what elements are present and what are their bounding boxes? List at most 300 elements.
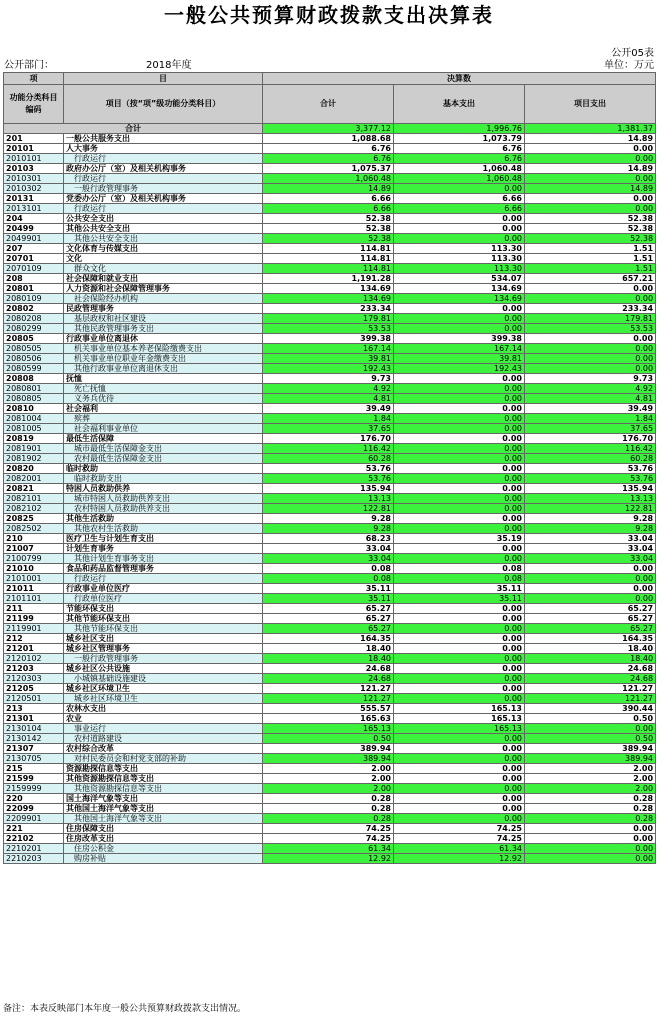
row-code: 2081901 <box>4 444 64 454</box>
row-basic: 113.30 <box>394 254 525 264</box>
row-total: 389.94 <box>263 754 394 764</box>
table-row <box>4 644 656 654</box>
row-code: 2209901 <box>4 814 64 824</box>
header-row-2 <box>4 85 656 124</box>
row-code: 20808 <box>4 374 64 384</box>
table-row <box>4 594 656 604</box>
table-row <box>4 694 656 704</box>
row-basic: 0.00 <box>394 444 525 454</box>
table-row <box>4 764 656 774</box>
table-row <box>4 414 656 424</box>
table-row <box>4 794 656 804</box>
row-name: 社会保险经办机构 <box>64 294 263 304</box>
row-code: 2120102 <box>4 654 64 664</box>
row-code: 21199 <box>4 614 64 624</box>
row-basic: 74.25 <box>394 834 525 844</box>
row-code: 20101 <box>4 144 64 154</box>
table-row <box>4 374 656 384</box>
row-basic: 0.00 <box>394 454 525 464</box>
row-name: 国土海洋气象等支出 <box>64 794 263 804</box>
row-project: 0.28 <box>525 804 656 814</box>
row-project: 0.00 <box>525 844 656 854</box>
row-code: 2010101 <box>4 154 64 164</box>
row-basic: 0.00 <box>394 734 525 744</box>
row-project: 0.00 <box>525 574 656 584</box>
row-basic: 0.08 <box>394 574 525 584</box>
row-basic: 6.66 <box>394 194 525 204</box>
row-total: 122.81 <box>263 504 394 514</box>
row-project: 14.89 <box>525 184 656 194</box>
row-basic: 0.00 <box>394 624 525 634</box>
row-basic: 0.00 <box>394 234 525 244</box>
row-total: 39.81 <box>263 354 394 364</box>
row-name: 城乡社区环境卫生 <box>64 694 263 704</box>
row-basic: 0.00 <box>394 614 525 624</box>
row-total: 33.04 <box>263 544 394 554</box>
row-total: 134.69 <box>263 294 394 304</box>
header-total: 合计 <box>263 85 394 124</box>
row-name: 城乡社区管理事务 <box>64 644 263 654</box>
row-total: 53.76 <box>263 474 394 484</box>
row-code: 2013101 <box>4 204 64 214</box>
row-project: 2.00 <box>525 774 656 784</box>
row-project: 1.84 <box>525 414 656 424</box>
row-project: 179.81 <box>525 314 656 324</box>
row-code: 21599 <box>4 774 64 784</box>
row-name: 行政运行 <box>64 174 263 184</box>
row-name: 对村民委员会和村党支部的补助 <box>64 754 263 764</box>
table-row <box>4 804 656 814</box>
row-code: 21203 <box>4 664 64 674</box>
row-code: 204 <box>4 214 64 224</box>
row-code: 2080109 <box>4 294 64 304</box>
row-name: 农村最低生活保障金支出 <box>64 454 263 464</box>
row-total: 18.40 <box>263 644 394 654</box>
row-total: 1,075.37 <box>263 164 394 174</box>
row-name: 临时救助 <box>64 464 263 474</box>
row-basic: 1,060.48 <box>394 164 525 174</box>
form-number: 公开05表 <box>611 48 654 59</box>
row-basic: 167.14 <box>394 344 525 354</box>
row-total: 134.69 <box>263 284 394 294</box>
row-project: 0.00 <box>525 364 656 374</box>
row-project: 389.94 <box>525 744 656 754</box>
row-basic: 0.00 <box>394 654 525 664</box>
row-name: 城乡社区环境卫生 <box>64 684 263 694</box>
row-total: 65.27 <box>263 624 394 634</box>
row-code: 2082102 <box>4 504 64 514</box>
row-total: 114.81 <box>263 244 394 254</box>
row-name: 殡葬 <box>64 414 263 424</box>
total-total: 3,377.12 <box>263 124 394 134</box>
row-basic: 0.00 <box>394 494 525 504</box>
header-project: 项目支出 <box>525 85 656 124</box>
dept-label: 公开部门： <box>4 60 54 71</box>
row-basic: 113.30 <box>394 244 525 254</box>
row-basic: 0.00 <box>394 634 525 644</box>
row-project: 9.73 <box>525 374 656 384</box>
row-code: 21201 <box>4 644 64 654</box>
row-code: 22102 <box>4 834 64 844</box>
row-project: 33.04 <box>525 544 656 554</box>
row-basic: 0.00 <box>394 604 525 614</box>
row-project: 24.68 <box>525 674 656 684</box>
row-total: 167.14 <box>263 344 394 354</box>
row-code: 2210203 <box>4 854 64 864</box>
table-row <box>4 564 656 574</box>
row-project: 0.50 <box>525 714 656 724</box>
row-name: 文化体育与传媒支出 <box>64 244 263 254</box>
row-basic: 134.69 <box>394 294 525 304</box>
row-total: 53.76 <box>263 464 394 474</box>
row-project: 1.51 <box>525 254 656 264</box>
row-code: 208 <box>4 274 64 284</box>
table-row <box>4 344 656 354</box>
row-name: 农业 <box>64 714 263 724</box>
row-code: 2120303 <box>4 674 64 684</box>
row-total: 0.08 <box>263 564 394 574</box>
row-project: 0.00 <box>525 564 656 574</box>
row-basic: 0.00 <box>394 544 525 554</box>
row-code: 20820 <box>4 464 64 474</box>
row-total: 6.76 <box>263 144 394 154</box>
row-code: 21205 <box>4 684 64 694</box>
row-code: 20825 <box>4 514 64 524</box>
row-total: 4.92 <box>263 384 394 394</box>
row-basic: 0.00 <box>394 684 525 694</box>
row-name: 农村特困人员救助供养支出 <box>64 504 263 514</box>
table-row <box>4 184 656 194</box>
row-total: 121.27 <box>263 684 394 694</box>
table-row <box>4 744 656 754</box>
row-code: 20801 <box>4 284 64 294</box>
row-name: 食品和药品监督管理事务 <box>64 564 263 574</box>
table-row <box>4 524 656 534</box>
table-row <box>4 404 656 414</box>
table-row <box>4 164 656 174</box>
row-basic: 0.00 <box>394 224 525 234</box>
row-code: 2130104 <box>4 724 64 734</box>
row-basic: 0.00 <box>394 324 525 334</box>
row-code: 20131 <box>4 194 64 204</box>
row-name: 其他农村生活救助 <box>64 524 263 534</box>
row-code: 20805 <box>4 334 64 344</box>
row-name: 一般公共服务支出 <box>64 134 263 144</box>
expenditure-table <box>3 72 656 864</box>
row-name: 行政运行 <box>64 154 263 164</box>
table-row <box>4 234 656 244</box>
row-total: 1,060.48 <box>263 174 394 184</box>
row-project: 0.00 <box>525 194 656 204</box>
total-row <box>4 124 656 134</box>
row-name: 公共安全支出 <box>64 214 263 224</box>
row-project: 52.38 <box>525 234 656 244</box>
row-total: 18.40 <box>263 654 394 664</box>
row-code: 2070109 <box>4 264 64 274</box>
row-total: 0.28 <box>263 794 394 804</box>
row-name: 资源勘探信息等支出 <box>64 764 263 774</box>
row-basic: 134.69 <box>394 284 525 294</box>
row-total: 176.70 <box>263 434 394 444</box>
row-project: 39.49 <box>525 404 656 414</box>
table-row <box>4 294 656 304</box>
row-basic: 0.00 <box>394 304 525 314</box>
row-basic: 0.00 <box>394 764 525 774</box>
row-code: 2082101 <box>4 494 64 504</box>
row-basic: 0.00 <box>394 784 525 794</box>
table-row <box>4 494 656 504</box>
row-name: 群众文化 <box>64 264 263 274</box>
row-project: 0.00 <box>525 284 656 294</box>
table-row <box>4 554 656 564</box>
row-total: 35.11 <box>263 594 394 604</box>
table-row <box>4 434 656 444</box>
row-project: 24.68 <box>525 664 656 674</box>
row-basic: 0.00 <box>394 464 525 474</box>
row-project: 0.00 <box>525 854 656 864</box>
table-row <box>4 304 656 314</box>
row-project: 2.00 <box>525 784 656 794</box>
row-name: 其他资源勘探信息等支出 <box>64 784 263 794</box>
row-project: 4.81 <box>525 394 656 404</box>
row-total: 2.00 <box>263 784 394 794</box>
row-code: 20802 <box>4 304 64 314</box>
table-row <box>4 534 656 544</box>
row-basic: 0.00 <box>394 674 525 684</box>
row-name: 事业运行 <box>64 724 263 734</box>
row-name: 其他资源勘探信息等支出 <box>64 774 263 784</box>
row-basic: 0.00 <box>394 434 525 444</box>
row-project: 122.81 <box>525 504 656 514</box>
row-total: 13.13 <box>263 494 394 504</box>
row-basic: 6.76 <box>394 144 525 154</box>
row-basic: 35.11 <box>394 584 525 594</box>
row-project: 53.53 <box>525 324 656 334</box>
row-name: 行政事业单位离退休 <box>64 334 263 344</box>
row-total: 0.28 <box>263 814 394 824</box>
row-project: 33.04 <box>525 534 656 544</box>
row-total: 74.25 <box>263 824 394 834</box>
row-name: 计划生育事务 <box>64 544 263 554</box>
row-code: 215 <box>4 764 64 774</box>
row-basic: 0.00 <box>394 514 525 524</box>
table-row <box>4 424 656 434</box>
row-basic: 192.43 <box>394 364 525 374</box>
row-total: 6.66 <box>263 204 394 214</box>
row-total: 116.42 <box>263 444 394 454</box>
row-total: 6.76 <box>263 154 394 164</box>
row-total: 1,191.28 <box>263 274 394 284</box>
row-basic: 0.00 <box>394 794 525 804</box>
row-total: 74.25 <box>263 834 394 844</box>
table-row <box>4 484 656 494</box>
row-code: 2080805 <box>4 394 64 404</box>
row-code: 2082001 <box>4 474 64 484</box>
row-name: 行政事业单位医疗 <box>64 584 263 594</box>
row-project: 390.44 <box>525 704 656 714</box>
row-code: 201 <box>4 134 64 144</box>
table-row <box>4 754 656 764</box>
row-code: 2081004 <box>4 414 64 424</box>
row-name: 死亡抚恤 <box>64 384 263 394</box>
row-code: 211 <box>4 604 64 614</box>
row-name: 行政运行 <box>64 574 263 584</box>
row-name: 抚恤 <box>64 374 263 384</box>
row-name: 其他计划生育事务支出 <box>64 554 263 564</box>
row-name: 义务兵优待 <box>64 394 263 404</box>
row-name: 党委办公厅（室）及相关机构事务 <box>64 194 263 204</box>
table-row <box>4 514 656 524</box>
row-code: 21301 <box>4 714 64 724</box>
row-total: 1.84 <box>263 414 394 424</box>
row-total: 65.27 <box>263 604 394 614</box>
row-code: 21011 <box>4 584 64 594</box>
row-name: 农村综合改革 <box>64 744 263 754</box>
row-name: 医疗卫生与计划生育支出 <box>64 534 263 544</box>
row-project: 0.00 <box>525 724 656 734</box>
row-total: 165.63 <box>263 714 394 724</box>
row-project: 65.27 <box>525 604 656 614</box>
table-row <box>4 144 656 154</box>
row-basic: 0.00 <box>394 644 525 654</box>
row-total: 555.57 <box>263 704 394 714</box>
row-name: 社会保障和就业支出 <box>64 274 263 284</box>
row-code: 2101101 <box>4 594 64 604</box>
row-name: 社会福利事业单位 <box>64 424 263 434</box>
fiscal-year: 2018年度 <box>146 60 192 71</box>
table-row <box>4 854 656 864</box>
row-name: 住房保障支出 <box>64 824 263 834</box>
row-project: 9.28 <box>525 524 656 534</box>
row-total: 2.00 <box>263 774 394 784</box>
header-item: 项 <box>4 73 64 85</box>
row-name: 文化 <box>64 254 263 264</box>
row-code: 2080506 <box>4 354 64 364</box>
row-total: 65.27 <box>263 614 394 624</box>
header-code: 功能分类科目编码 <box>4 85 64 124</box>
table-row <box>4 314 656 324</box>
row-name: 城乡社区公共设施 <box>64 664 263 674</box>
row-code: 2080801 <box>4 384 64 394</box>
row-name: 社会福利 <box>64 404 263 414</box>
row-name: 其他行政事业单位离退休支出 <box>64 364 263 374</box>
row-basic: 12.92 <box>394 854 525 864</box>
table-row <box>4 814 656 824</box>
row-total: 60.28 <box>263 454 394 464</box>
row-code: 2081902 <box>4 454 64 464</box>
row-project: 0.50 <box>525 734 656 744</box>
row-total: 35.11 <box>263 584 394 594</box>
row-basic: 0.00 <box>394 404 525 414</box>
row-project: 37.65 <box>525 424 656 434</box>
row-basic: 0.00 <box>394 214 525 224</box>
row-project: 0.00 <box>525 344 656 354</box>
row-name: 机关事业单位职业年金缴费支出 <box>64 354 263 364</box>
row-code: 2130142 <box>4 734 64 744</box>
row-code: 220 <box>4 794 64 804</box>
table-row <box>4 634 656 644</box>
row-name: 人力资源和社会保障管理事务 <box>64 284 263 294</box>
row-name: 城乡社区支出 <box>64 634 263 644</box>
table-row <box>4 364 656 374</box>
row-name: 政府办公厅（室）及相关机构事务 <box>64 164 263 174</box>
row-name: 行政单位医疗 <box>64 594 263 604</box>
row-code: 2119901 <box>4 624 64 634</box>
row-basic: 0.00 <box>394 484 525 494</box>
row-project: 13.13 <box>525 494 656 504</box>
row-project: 233.34 <box>525 304 656 314</box>
row-basic: 1,060.48 <box>394 174 525 184</box>
header-basic: 基本支出 <box>394 85 525 124</box>
row-code: 2130705 <box>4 754 64 764</box>
table-row <box>4 664 656 674</box>
row-name: 农村道路建设 <box>64 734 263 744</box>
row-total: 399.38 <box>263 334 394 344</box>
row-basic: 74.25 <box>394 824 525 834</box>
row-total: 9.28 <box>263 514 394 524</box>
row-basic: 165.13 <box>394 724 525 734</box>
table-row <box>4 574 656 584</box>
row-name: 其他节能环保支出 <box>64 614 263 624</box>
row-code: 2210201 <box>4 844 64 854</box>
table-row <box>4 264 656 274</box>
row-basic: 0.00 <box>394 384 525 394</box>
row-code: 210 <box>4 534 64 544</box>
row-total: 24.68 <box>263 664 394 674</box>
row-total: 0.50 <box>263 734 394 744</box>
row-code: 2159999 <box>4 784 64 794</box>
row-code: 221 <box>4 824 64 834</box>
row-total: 12.92 <box>263 854 394 864</box>
row-total: 52.38 <box>263 224 394 234</box>
row-basic: 0.00 <box>394 744 525 754</box>
row-total: 121.27 <box>263 694 394 704</box>
header-item-2: 目 <box>64 73 263 85</box>
row-project: 0.00 <box>525 584 656 594</box>
table-row <box>4 244 656 254</box>
row-basic: 0.00 <box>394 314 525 324</box>
row-code: 2100799 <box>4 554 64 564</box>
row-project: 2.00 <box>525 764 656 774</box>
table-row <box>4 224 656 234</box>
row-total: 135.94 <box>263 484 394 494</box>
header-budget: 决算数 <box>263 73 656 85</box>
row-code: 2080505 <box>4 344 64 354</box>
row-basic: 113.30 <box>394 264 525 274</box>
total-label: 合计 <box>4 124 263 134</box>
row-name: 最低生活保障 <box>64 434 263 444</box>
table-row <box>4 204 656 214</box>
table-row <box>4 844 656 854</box>
row-basic: 0.00 <box>394 524 525 534</box>
row-project: 9.28 <box>525 514 656 524</box>
row-code: 20103 <box>4 164 64 174</box>
row-basic: 0.00 <box>394 184 525 194</box>
row-name: 人大事务 <box>64 144 263 154</box>
row-project: 18.40 <box>525 644 656 654</box>
table-row <box>4 504 656 514</box>
row-project: 65.27 <box>525 624 656 634</box>
row-basic: 0.00 <box>394 424 525 434</box>
row-total: 39.49 <box>263 404 394 414</box>
row-code: 2010301 <box>4 174 64 184</box>
row-project: 53.76 <box>525 464 656 474</box>
row-total: 164.35 <box>263 634 394 644</box>
row-project: 0.00 <box>525 174 656 184</box>
row-total: 33.04 <box>263 554 394 564</box>
table-row <box>4 444 656 454</box>
row-project: 657.21 <box>525 274 656 284</box>
